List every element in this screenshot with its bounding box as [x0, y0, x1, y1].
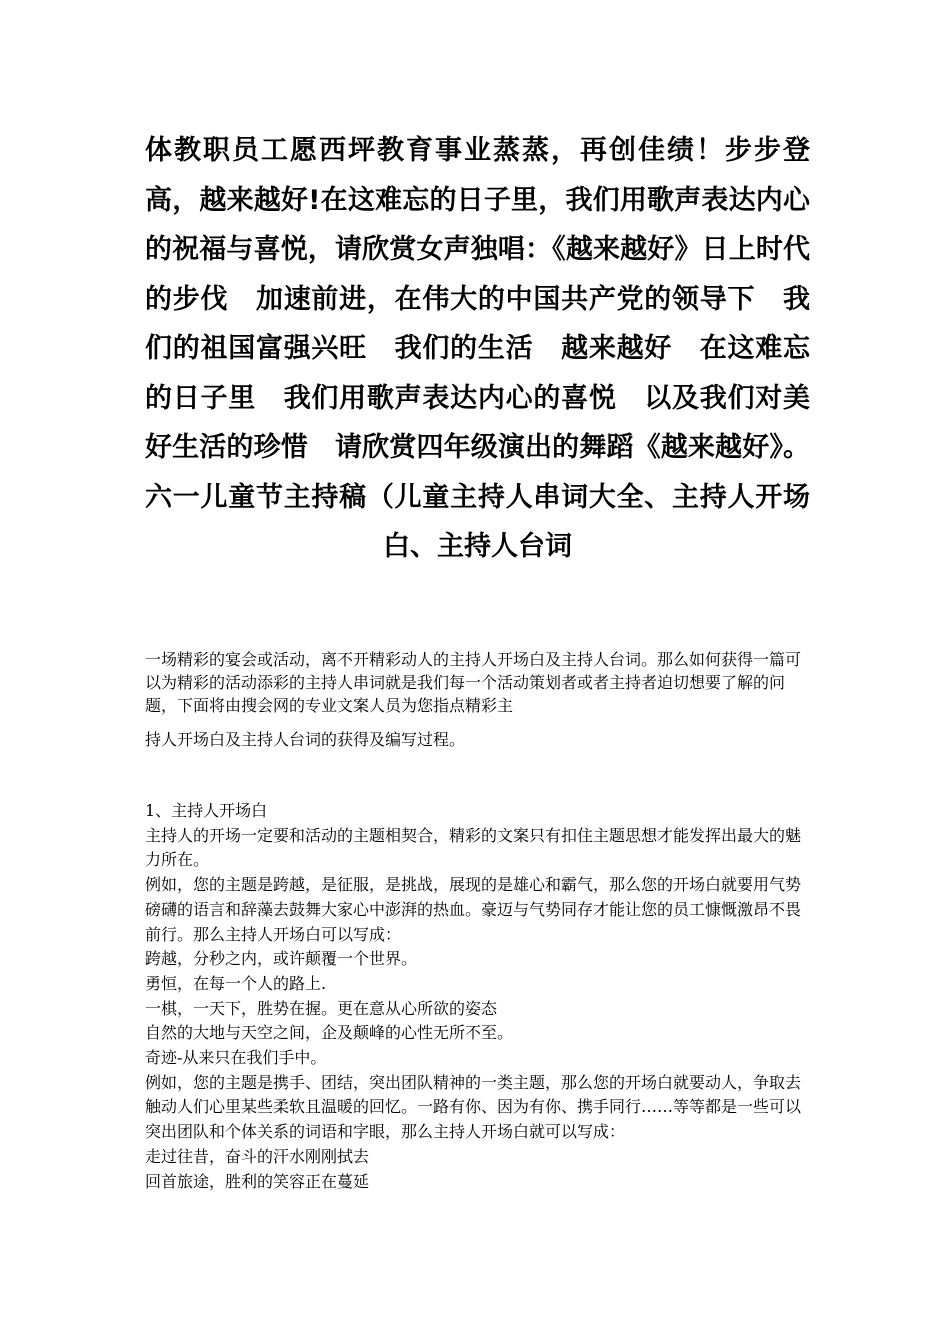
verse-line: 走过往昔，奋斗的汗水刚刚拭去	[145, 1146, 370, 1166]
section-heading: 1、主持人开场白	[145, 801, 268, 820]
verse-line: 跨越，分秒之内，或许颠覆一个世界。	[145, 949, 418, 969]
verse-line: 一棋，一天下，胜势在握。更在意从心所欲的姿态	[145, 998, 498, 1018]
body-paragraph: 例如，您的主题是跨越，是征服，是挑战，展现的是雄心和霸气，那么您的开场白就要用气势磅礴的语言和辞藻去鼓舞大家心中澎湃的热血。豪迈与气势同存才能让您的员工慷慨激昂不畏前行。那么主持人开场白可以写成：	[145, 875, 802, 944]
intro-paragraph	[145, 648, 810, 751]
verse-line: 自然的大地与天空之间，企及颠峰的心性无所不至。	[145, 1023, 514, 1043]
verse-line: 回首旅途，胜利的笑容正在蔓延	[145, 1171, 370, 1191]
verse-line: 勇恒，在每一个人的路上.	[145, 973, 327, 993]
body-paragraph: 主持人的开场一定要和活动的主题相契合，精彩的文案只有扣住主题思想才能发挥出最大的魅力所在。	[145, 825, 802, 870]
verse-line: 奇迹-从来只在我们手中。	[145, 1048, 327, 1068]
intro-text: 一场精彩的宴会或活动，离不开精彩动人的主持人开场白及主持人台词。那么如何获得一篇可以为精彩的活动添彩的主持人串词就是我们每一个活动策划者或者主持者迫切想要了解的问题，下面将由搜会网的专业文案人员为您指点精彩主	[145, 650, 802, 715]
intro-text-last-line: 持人开场白及主持人台词的获得及编写过程。	[145, 730, 466, 749]
body-section	[145, 799, 810, 1194]
body-paragraph: 例如，您的主题是携手、团结，突出团队精神的一类主题，那么您的开场白就要动人，争取去触动人们心里某些柔软且温暖的回忆。一路有你、因为有你、携手同行……等等都是一些可以突出团队和个体关系的词语和字眼，那么主持人开场白就可以写成：	[145, 1072, 802, 1142]
document-title: 体教职员工愿西坪教育事业蒸蒸，再创佳绩！步步登高，越来越好!在这难忘的日子里，我们用歌声表达内心的祝福与喜悦，请欣赏女声独唱：《越来越好》日上时代的步伐 加速前进，在伟大的中国共产党的领导下 我们的祖国富强兴旺 我们的生活 越来越好 在这难忘的日子里 我们用歌声表达内心的喜悦 以及我们对美好生活的珍惜 请欣赏四年级演出的舞蹈《越来越好》。六一儿童节主持稿（儿童主持人串词大全、主持人开场白、主持人台词	[145, 135, 810, 562]
